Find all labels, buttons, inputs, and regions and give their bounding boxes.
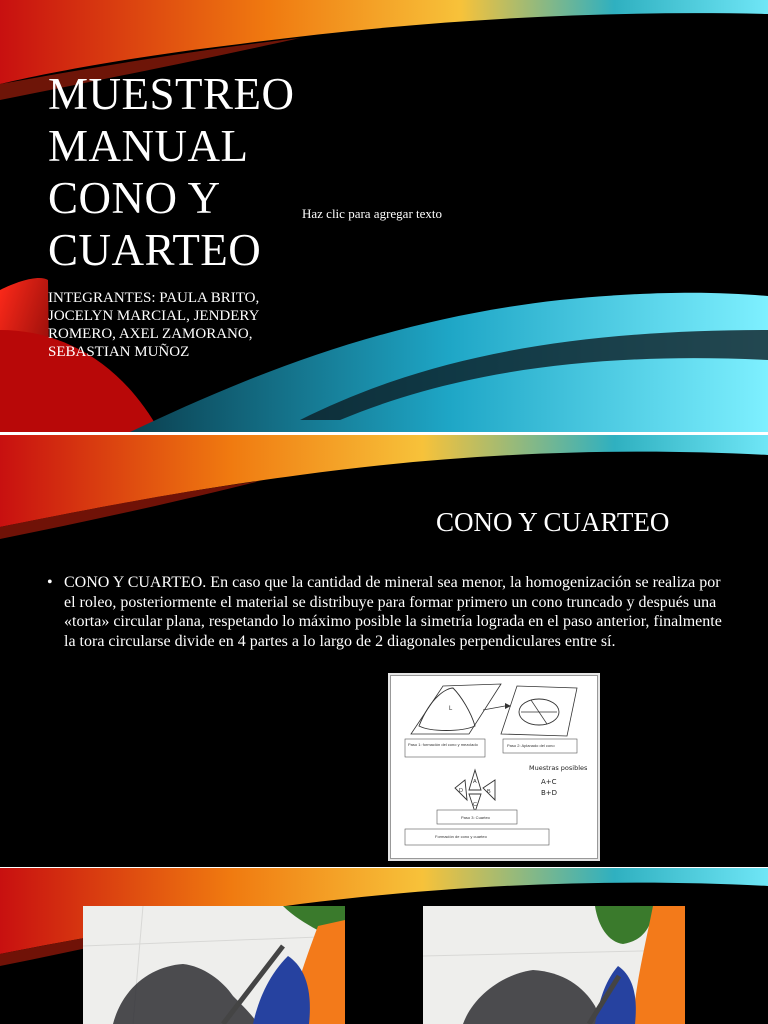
title-line: CONO Y bbox=[48, 173, 221, 223]
samples-title: Muestras posibles bbox=[529, 764, 588, 772]
quarter-label: C bbox=[473, 802, 477, 808]
plane-2 bbox=[501, 686, 577, 736]
quarter-label: D bbox=[459, 788, 463, 794]
sample-bd: B+D bbox=[541, 789, 558, 797]
members-line: INTEGRANTES: PAULA BRITO, bbox=[48, 290, 260, 306]
title-line: CUARTEO bbox=[48, 225, 262, 275]
slide-title[interactable]: CONO Y CUARTEO bbox=[436, 507, 670, 537]
sampling-photo bbox=[83, 906, 345, 1024]
step1-label: Paso 1: formación del cono y mezclado bbox=[408, 742, 478, 747]
step2-label: Paso 2: Aplanado del cono bbox=[507, 743, 555, 748]
step3-label: Paso 3: Cuarteo bbox=[461, 815, 490, 820]
text-placeholder[interactable]: Haz clic para agregar texto bbox=[302, 206, 443, 221]
cone-letter: L bbox=[449, 706, 453, 712]
members-line: JOCELYN MARCIAL, JENDERY bbox=[48, 308, 260, 324]
figure-caption: Formación de cono y cuarteo bbox=[435, 834, 487, 839]
title-slide[interactable] bbox=[0, 0, 768, 432]
swoosh-background bbox=[0, 435, 768, 867]
title-line: MUESTREO bbox=[48, 69, 295, 119]
quarter-label: B bbox=[487, 789, 491, 795]
diagram-drawing bbox=[391, 676, 597, 858]
bullet-item bbox=[47, 573, 726, 651]
bullet-text: CONO Y CUARTEO. En caso que la cantidad de mineral sea menor, la homogenización se realiza por el roleo, posteriormente el material se distribuye para formar primero un cono truncado y después una «torta» circular plana, respetando lo máximo posible la simetría lograda en el paso anterior, finalmente la tora circularse divide en 4 partes a lo largo de 2 diagonales perpendiculares entre sí. bbox=[64, 574, 722, 650]
presentation-title[interactable] bbox=[48, 68, 328, 276]
bullet-symbol: • bbox=[47, 574, 53, 591]
photo-drawing bbox=[83, 906, 345, 1024]
cone-quartering-diagram[interactable] bbox=[390, 675, 598, 859]
members-subtitle[interactable] bbox=[48, 289, 288, 361]
title-line: MANUAL bbox=[48, 121, 249, 171]
bullet-list bbox=[46, 573, 726, 651]
photo-slide[interactable] bbox=[0, 868, 768, 1024]
cone-shape bbox=[419, 688, 475, 731]
photo-drawing bbox=[423, 906, 685, 1024]
sampling-photo bbox=[423, 906, 685, 1024]
members-line: SEBASTIAN MUÑOZ bbox=[48, 344, 190, 360]
content-slide[interactable] bbox=[0, 435, 768, 867]
slide-body[interactable] bbox=[46, 573, 726, 651]
members-line: ROMERO, AXEL ZAMORANO, bbox=[48, 326, 253, 342]
quarter-label: A bbox=[473, 779, 477, 785]
sample-ac: A+C bbox=[541, 778, 557, 786]
